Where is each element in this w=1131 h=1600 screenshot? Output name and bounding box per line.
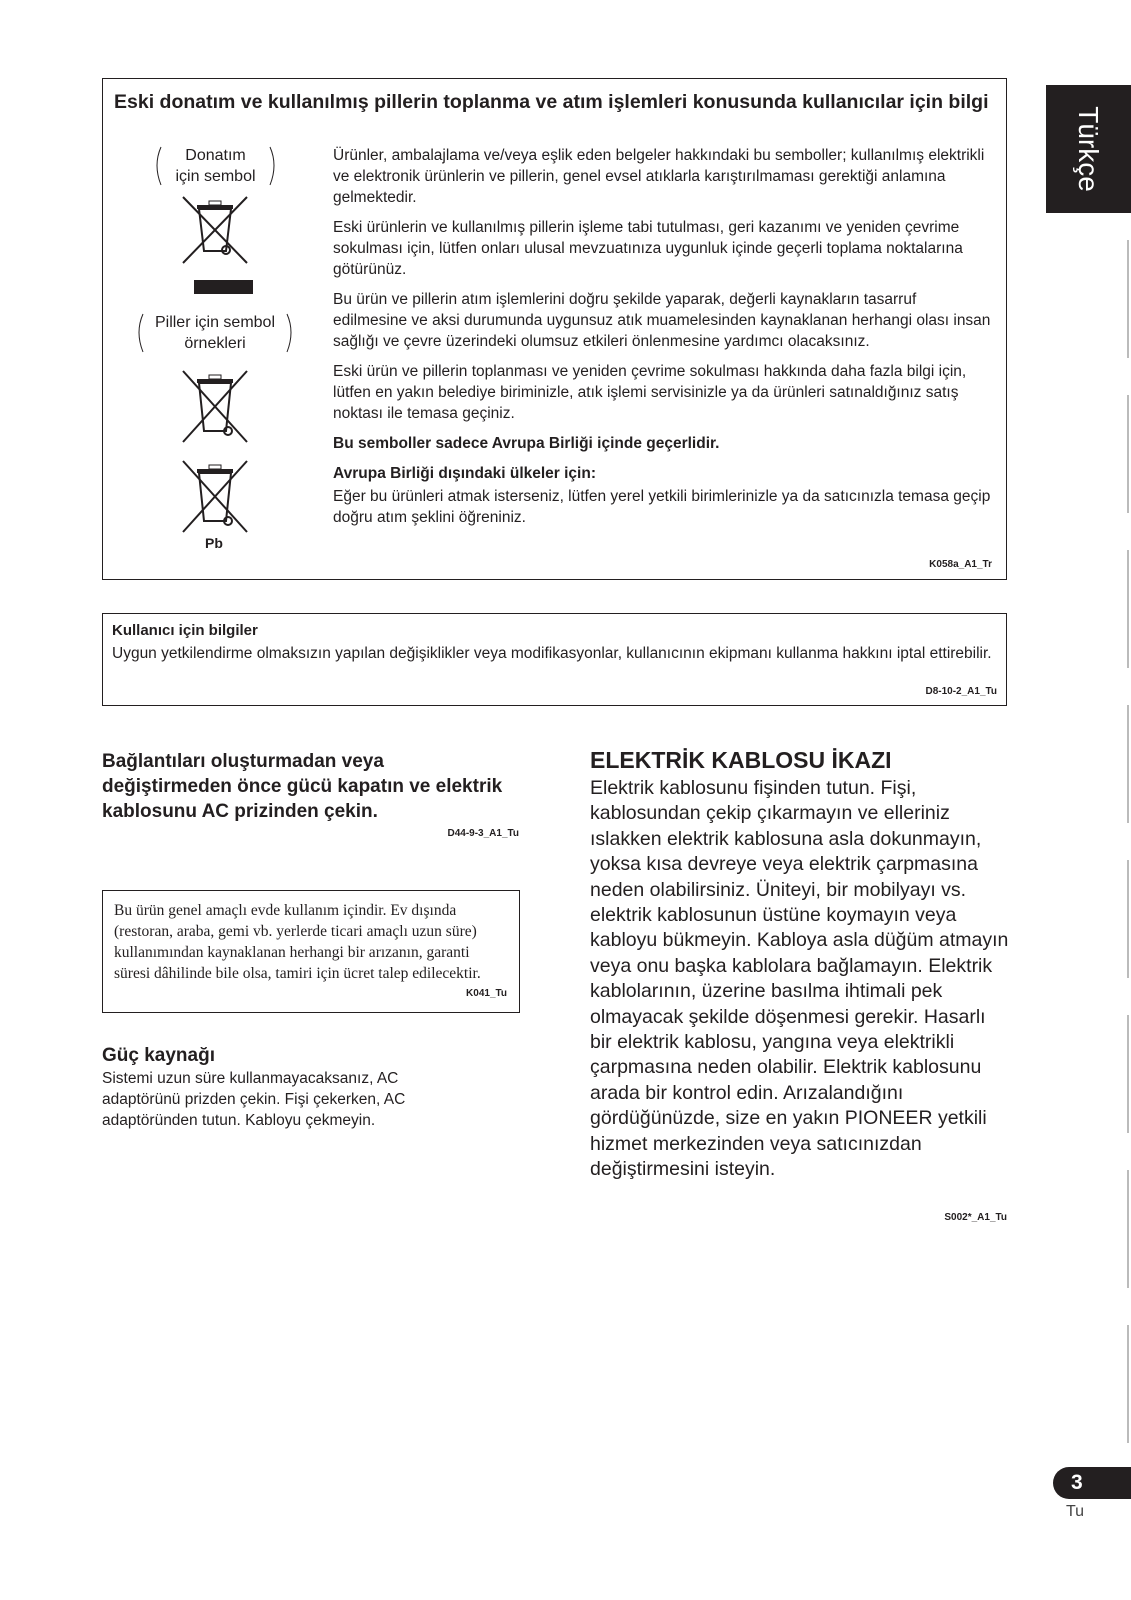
weee-title: Eski donatım ve kullanılmış pillerin toplanma ve atım işlemleri konusunda kullanıcılar için bilgi xyxy=(114,91,989,113)
power-source-text: Sistemi uzun süre kullanmayacaksanız, AC adaptörünü prizden çekin. Fişi çekerken, AC adaptöründen tutun. Kabloyu çekmeyin. xyxy=(102,1070,406,1129)
edge-marker xyxy=(1127,550,1129,668)
battery-symbol-label: Piller için sembol örnekleri xyxy=(135,312,295,354)
crossed-bin-icon xyxy=(181,195,249,265)
edge-marker xyxy=(1127,395,1129,513)
power-off-warning: Bağlantıları oluşturmadan veya değiştirmeden önce gücü kapatın ve elektrik kablosunu AC prizinden çekin. xyxy=(102,751,503,822)
crossed-bin-pb-icon xyxy=(181,459,249,534)
edge-marker xyxy=(1127,1015,1129,1133)
edge-marker xyxy=(1127,705,1129,823)
weee-info-box xyxy=(102,78,1007,580)
equipment-symbol-label: Donatım için sembol xyxy=(153,145,278,187)
language-tab xyxy=(1046,85,1131,213)
language-label: Türkçe xyxy=(1073,106,1104,192)
user-info-box xyxy=(102,613,1007,706)
weee-body: Ürünler, ambalajlama ve/veya eşlik eden belgeler hakkındaki bu semboller; kullanılmış elektrikli ve elektronik ürünlerin ve pillerin, genel evsel atıklarla karıştırılmaması gerektiği anlamına gelmektedir. Eski ürünlerin ve kullanılmış pillerin işleme tabi tutulması, geri kazanımı ve yeniden çevrime sokulması için, lütfen onları ulusal mevzuatınıza uygunluk içinde geçerli toplama noktalarına götürünüz. Bu ürün ve pillerin atım işlemlerini doğru şekilde yaparak, değerli kaynakların tasarruf edilmesine ve aksi durumunda uygunsuz atık muamelesinden kaynaklanan herhangi olası insan sağlığı ve çevre üzerindeki olumsuz etkileri önlenmesine yardımcı olacaksınız. Eski ürün ve pillerin toplanması ve yeniden çevrime sokulması hakkında daha fazla bilgi için, lütfen en yakın belediye biriminizle, atık işlemi servisinizle ya da ürünleri satınaldığınız satış noktası ile temasa geçiniz. Bu semboller sadece Avrupa Birliği içinde geçerlidir. Avrupa Birliği dışındaki ülkeler için: Eğer bu ürünleri atmak isterseniz, lütfen yerel yetkili birimlerinizle ya da satıcınızla temasa geçip doğru atım şeklini öğreniniz. xyxy=(333,147,991,526)
home-use-code: K041_Tu xyxy=(466,988,507,999)
edge-marker xyxy=(1127,1325,1129,1443)
weee-code: K058a_A1_Tr xyxy=(929,559,992,570)
cable-warning-code: S002*_A1_Tu xyxy=(944,1212,1007,1223)
user-info-text: Uygun yetkilendirme olmaksızın yapılan değişiklikler veya modifikasyonlar, kullanıcının ekipmanı kullanma hakkını iptal ettirebilir. xyxy=(112,645,992,662)
separate-collection-bar xyxy=(194,280,253,294)
edge-marker xyxy=(1127,1170,1129,1288)
power-source-title: Güç kaynağı xyxy=(102,1045,215,1066)
cable-warning-text: Elektrik kablosunu fişinden tutun. Fişi, kablosundan çekip çıkarmayın ve elleriniz ıslakken elektrik kablosuna asla dokunmayın, yoksa kısa devreye veya elektrik çarpmasına neden olabilirsiniz. Üniteyi, bir mobilyayı vs. elektrik kablosunun üstüne koymayın veya kabloyu bükmeyin. Kabloya asla düğüm atmayın veya onu başka kablolara bağlamayın. Elektrik kablolarının, üzerine basılma ihtimali pek olmayacak şekilde döşenmesi gerekir. Hasarlı bir elektrik kablosu, yangına veya elektrikli çarpmasına neden olabilir. Elektrik kablosunu arada bir kontrol edin. Arızalandığını gördüğünüzde, size en yakın PIONEER yetkili hizmet merkezinden veya satıcınızdan değiştirmesini isteyin. xyxy=(590,777,1009,1181)
home-use-text: Bu ürün genel amaçlı evde kullanım içindir. Ev dışında (restoran, araba, gemi vb. yerlerde ticari amaçlı uzun süre) kullanımından kaynaklanan herhangi bir arızanın, garanti süresi dâhilinde bile olsa, tamiri için ücret talep edilecektir. xyxy=(114,902,481,982)
crossed-bin-battery-icon xyxy=(181,369,249,444)
page-number: 3 xyxy=(1071,1471,1083,1494)
power-off-code: D44-9-3_A1_Tu xyxy=(447,828,519,839)
pb-label: Pb xyxy=(205,535,223,551)
user-info-code: D8-10-2_A1_Tu xyxy=(925,686,997,697)
home-use-box xyxy=(102,890,520,1013)
edge-marker xyxy=(1127,240,1129,358)
page-number-badge xyxy=(1053,1467,1131,1499)
edge-marker xyxy=(1127,860,1129,978)
page-language-code: Tu xyxy=(1066,1503,1085,1520)
user-info-title: Kullanıcı için bilgiler xyxy=(112,622,258,639)
cable-warning-title: ELEKTRİK KABLOSU İKAZI xyxy=(590,747,892,773)
